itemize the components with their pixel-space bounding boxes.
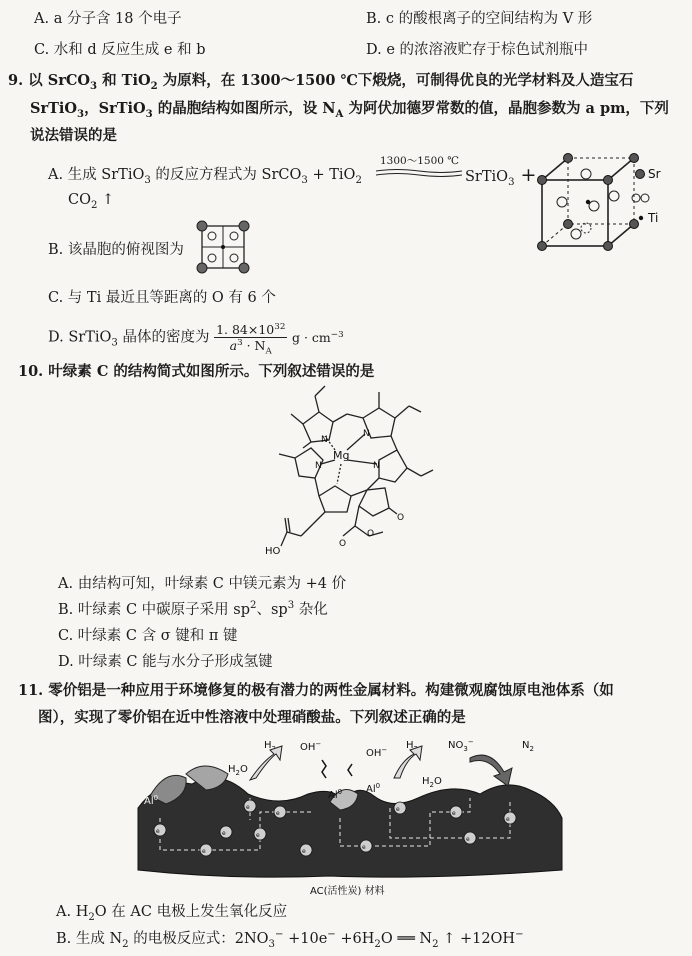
q9-stem-line3: 说法错误的是 xyxy=(30,127,117,144)
svg-text:e: e xyxy=(506,816,510,823)
q9-density-fraction: $\frac{1. 84\times 10^{32}}{a^3 \cdot N_A}$ xyxy=(216,321,286,357)
svg-text:Al0: Al$^0$ xyxy=(366,782,381,795)
q9-option-a: A. 生成 SrTiO$_3$ 的反应方程式为 SrCO$_3$ + TiO$_2$ xyxy=(48,167,362,186)
q10-chlorophyll-structure xyxy=(255,384,445,564)
q9-stem-line1: 9. 以 SrCO$_3$ 和 TiO$_2$ 为原料，在 1300～1500 ℃下煅烧，可制得优良的光学材料及人造宝石 xyxy=(8,72,634,92)
svg-text:OH−: OH− xyxy=(366,746,388,759)
svg-text:e: e xyxy=(222,830,226,837)
q9-option-a-co2: $CO_2$ ↑ xyxy=(68,192,115,211)
svg-text:Al0: Al$^0$ xyxy=(328,788,343,801)
q11-corrosion-cell-diagram xyxy=(130,738,570,898)
q10-option-d: D. 叶绿素 C 能与水分子形成氢键 xyxy=(58,654,273,670)
n2-label: $N_2$ xyxy=(522,740,534,753)
al0-label-left: Al$^0$ xyxy=(144,794,159,807)
svg-text:H2: H xyxy=(264,740,272,751)
q9-reaction-arrow xyxy=(374,168,464,178)
svg-text:OH−: OH− xyxy=(300,740,322,753)
q11-option-b: B. 生成 $N_2$ 的电极反应式：$2NO_3^- +10e^- +6H_2O$ ══ $N_2$ ↑ +12OH− xyxy=(56,929,524,950)
q10-option-c: C. 叶绿素 C 含 σ 键和 π 键 xyxy=(58,628,238,644)
svg-text:e: e xyxy=(256,832,260,839)
svg-text:e: e xyxy=(276,810,280,817)
ac-material-caption: AC(活性炭) 材料 xyxy=(310,886,385,897)
svg-text:e: e xyxy=(452,810,456,817)
svg-text:e: e xyxy=(156,828,160,835)
svg-text:N: N xyxy=(373,461,380,471)
h2o-label-right: $H_2O$ xyxy=(422,776,442,789)
svg-text:e: e xyxy=(302,848,306,855)
q9-stem-line2: SrTiO$_3$，SrTiO$_3$ 的晶胞结构如图所示，设 $N_A$ 为阿伏加德罗常数的值，晶胞参数为 a pm，下列 xyxy=(30,100,669,120)
mg-atom-label: Mg xyxy=(333,449,350,462)
svg-text:H2: H xyxy=(406,740,414,751)
svg-text:N: N xyxy=(363,429,370,439)
svg-text:N: N xyxy=(321,435,328,445)
svg-text:N: N xyxy=(315,461,322,471)
svg-text:O: O xyxy=(397,513,405,523)
svg-text:O: O xyxy=(367,529,375,539)
svg-text:e: e xyxy=(246,804,250,811)
svg-text:e: e xyxy=(396,806,400,813)
q9-option-b: B. 该晶胞的俯视图为 xyxy=(48,242,184,258)
svg-text:e: e xyxy=(202,848,206,855)
q9-option-a-product: SrTiO$_3$ + xyxy=(465,164,537,188)
svg-text:e: e xyxy=(466,836,470,843)
legend-ti-label: Ti xyxy=(648,211,659,225)
q11-stem-line2: 图），实现了零价铝在近中性溶液中处理硝酸盐。下列叙述正确的是 xyxy=(38,709,466,726)
prev-option-c: C. 水和 d 反应生成 e 和 b xyxy=(34,42,206,58)
q9-option-c: C. 与 Ti 最近且等距离的 O 有 6 个 xyxy=(48,290,276,306)
h2o-label-left: $H_2O$ xyxy=(228,764,248,777)
q10-option-a: A. 由结构可知，叶绿素 C 中镁元素为 +4 价 xyxy=(58,576,347,592)
no3-label: $NO_3^-$ xyxy=(448,738,474,753)
acid-ho-label: HO xyxy=(265,546,281,557)
q9-reaction-condition: 1300～1500 ℃ xyxy=(380,155,460,167)
prev-option-a: A. a 分子含 18 个电子 xyxy=(34,11,182,27)
q10-option-b: B. 叶绿素 C 中碳原子采用 $sp^2$、$sp^3$ 杂化 xyxy=(58,600,328,618)
q9-top-view-diagram xyxy=(194,218,252,276)
legend-sr-label: Sr xyxy=(648,167,661,181)
q11-option-a: A. $H_2O$ 在 AC 电极上发生氧化反应 xyxy=(56,904,288,923)
q9-unit-cell-diagram xyxy=(528,146,668,258)
prev-option-d: D. e 的浓溶液贮存于棕色试剂瓶中 xyxy=(366,42,589,58)
svg-text:e: e xyxy=(362,844,366,851)
prev-option-b: B. c 的酸根离子的空间结构为 V 形 xyxy=(366,11,593,27)
q10-stem: 10. 叶绿素 C 的结构简式如图所示。下列叙述错误的是 xyxy=(18,363,375,380)
svg-text:O: O xyxy=(339,539,347,549)
q11-stem-line1: 11. 零价铝是一种应用于环境修复的极有潜力的两性金属材料。构建微观腐蚀原电池体系（如 xyxy=(18,682,614,699)
q9-option-d: D. SrTiO$_3$ 晶体的密度为 $\frac{1. 84\times 10^{32}}{a^3 \cdot N_A}$ $g \cdot cm^{-3}$ xyxy=(48,321,344,357)
